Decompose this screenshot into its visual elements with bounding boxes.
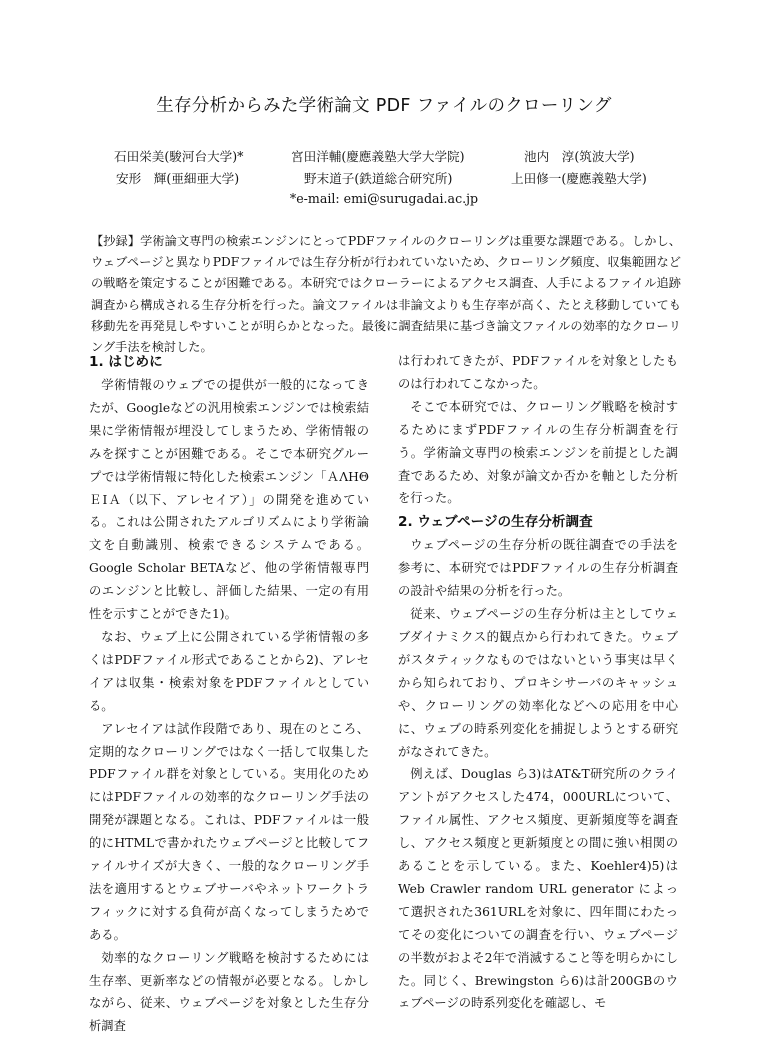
body-paragraph: 効率的なクローリング戦略を検討するためには生存率、更新率などの情報が必要となる。しかしながら、従来、ウェブページを対象とした生存分析調査 [89, 950, 369, 1034]
author-row [0, 168, 768, 190]
paper-title: 生存分析からみた学術論文 PDF ファイルのクローリング [156, 96, 612, 116]
body-paragraph: 学術情報のウェブでの提供が一般的になってきたが、Googleなどの汎用検索エンジンでは検索結果に学術情報が埋没してしまうため、学術情報のみを探すことが困難である。そこで本研究グループでは学術情報に特化した検索エンジン「ＡΛΗΘＥΙＡ（以下、アレセイア）」の開発を進めている。これは公開されたアルゴリズムにより学術論文を自動識別、検索できるシステムである。Google Scholar BETAなど、他の学術情報専門のエンジンと比較し、評価した結果、一定の有用性を示すことができた1)。 [89, 378, 369, 622]
section-heading: 1. はじめに [89, 354, 163, 370]
author-name: 上田修一(慶應義塾大学) [511, 171, 647, 186]
author-name: 宮田洋輔(慶應義塾大学大学院) [291, 149, 465, 164]
author-list [0, 146, 768, 190]
author-name: 安形 輝(亜細亜大学) [116, 171, 240, 186]
author-name: 石田栄美(駿河台大学)* [114, 149, 244, 164]
body-column-right [398, 350, 678, 1015]
body-paragraph: そこで本研究では、クローリング戦略を検討するためにまずPDFファイルの生存分析調査を行う。学術論文専門の検索エンジンを前提とした調査であるため、対象が論文か否かを軸とした分析を行った。 [398, 399, 678, 506]
body-paragraph: 従来、ウェブページの生存分析は主としてウェブダイナミクス的観点から行われてきた。ウェブがスタティックなものではないという事実は早くから知られており、プロキシサーバのキャッシュや、クローリングの効率化などへの応用を中心に、ウェブの時系列変化を捕捉しようとする研究がなされてきた。 [398, 607, 678, 759]
author-row [0, 146, 768, 168]
author-name: 野末道子(鉄道総合研究所) [304, 171, 453, 186]
body-paragraph: なお、ウェブ上に公開されている学術情報の多くはPDFファイル形式であることから2)、アレセイアは収集・検索対象をPDFファイルとしている。 [89, 629, 369, 713]
contact-email: *e-mail: emi@surugadai.ac.jp [289, 191, 479, 206]
body-paragraph: アレセイアは試作段階であり、現在のところ、定期的なクローリングではなく一括して収集したPDFファイル群を対象としている。実用化のためにはPDFファイルの効率的なクローリング手法の開発が課題となる。これは、PDFファイルは一般的にHTMLで書かれたウェブページと比較してファイルサイズが大きく、一般的なクローリング手法を適用するとウェブサーバやネットワークトラフィックに対する負荷が高くなってしまうためである。 [89, 721, 369, 942]
body-column-left [89, 350, 369, 1038]
author-name: 池内 淳(筑波大学) [524, 149, 635, 164]
body-paragraph: ウェブページの生存分析の既往調査での手法を参考に、本研究ではPDFファイルの生存分析調査の設計や結果の分析を行った。 [398, 538, 678, 599]
section-heading: 2. ウェブページの生存分析調査 [398, 514, 593, 531]
body-paragraph: は行われてきたが、PDFファイルを対象としたものは行われてこなかった。 [398, 354, 678, 391]
abstract [91, 231, 681, 358]
abstract-text: 【抄録】学術論文専門の検索エンジンにとってPDFファイルのクローリングは重要な課題である。しかし、ウェブページと異なりPDFファイルでは生存分析が行われていないため、クローリング頻度、収集範囲などの戦略を策定することが困難である。本研究ではクローラーによるアクセス調査、人手によるファイル追跡調査から構成される生存分析を行った。論文ファイルは非論文よりも生存率が高く、たとえ移動していても移動先を再発見しやすいことが明らかとなった。最後に調査結果に基づき論文ファイルの効率的なクローリング手法を検討した。 [91, 234, 681, 355]
body-paragraph: 例えば、Douglas ら3)はAT&T研究所のクライアントがアクセスした474，000URLについて、ファイル属性、アクセス頻度、更新頻度等を調査し、アクセス頻度と更新頻度との間に強い相関のあることを示している。また、Koehler4)5)は Web Crawler random URL generator によって選択された361URLを対象に、四年間にわたってその変化についての調査を行い、ウェブページの半数がおよそ2年で消滅すること等を明らかにした。同じく、Brewingston ら6)は計200GBのウェブページの時系列変化を確認し、モ [398, 767, 678, 1011]
